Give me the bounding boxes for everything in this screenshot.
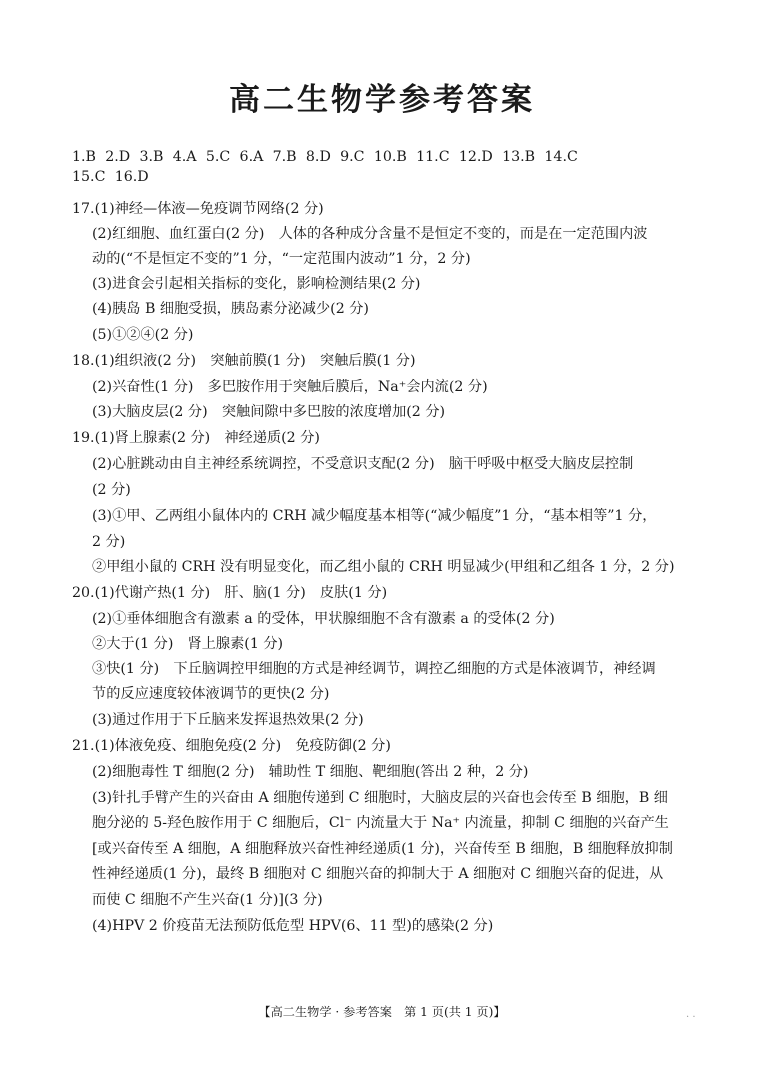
answer-15: 15.C bbox=[72, 169, 106, 185]
q20-part2-1: (2)①垂体细胞含有激素 a 的受体，甲状腺细胞不含有激素 a 的受体(2 分) bbox=[92, 611, 555, 627]
q21-part2: (2)细胞毒性 T 细胞(2 分) 辅助性 T 细胞、靶细胞(答出 2 种，2 分) bbox=[92, 764, 529, 780]
q19-part2-line2: (2 分) bbox=[92, 482, 131, 498]
q21-part4: (4)HPV 2 价疫苗无法预防低危型 HPV(6、11 型)的感染(2 分) bbox=[92, 918, 494, 934]
answer-16: 16.D bbox=[114, 169, 149, 185]
q17-part1: 17.(1)神经—体液—免疫调节网络(2 分) bbox=[72, 201, 324, 217]
page-title: 高二生物学参考答案 bbox=[229, 82, 535, 118]
q20-part2-2: ②大于(1 分) 肾上腺素(1 分) bbox=[92, 636, 284, 652]
answer-11: 11.C bbox=[416, 149, 450, 165]
corner-mark: . . bbox=[686, 1009, 696, 1020]
q17-part3: (3)进食会引起相关指标的变化，影响检测结果(2 分) bbox=[92, 276, 421, 292]
q21-part3-line5: 而使 C 细胞不产生兴奋(1 分)](3 分) bbox=[92, 892, 323, 908]
q17-part5: (5)①②④(2 分) bbox=[92, 327, 194, 343]
q17-part2-line1: (2)红细胞、血红蛋白(2 分) 人体的各种成分含量不是恒定不变的，而是在一定范围内波 bbox=[92, 226, 648, 242]
answer-5: 5.C bbox=[205, 149, 231, 165]
q19-part3-line2: 2 分) bbox=[92, 534, 126, 550]
answer-9: 9.C bbox=[340, 149, 365, 165]
page-footer: 【高二生物学 · 参考答案 第 1 页(共 1 页)】 bbox=[258, 1005, 506, 1019]
q17-part2-line2: 动的(“不是恒定不变的”1 分，“一定范围内波动”1 分，2 分) bbox=[92, 251, 471, 267]
q19-part2-line1: (2)心脏跳动由自主神经系统调控，不受意识支配(2 分) 脑干呼吸中枢受大脑皮层控制 bbox=[92, 456, 634, 472]
q21-part3-line3: [或兴奋传至 A 细胞，A 细胞释放兴奋性神经递质(1 分)，兴奋传至 B 细胞，B 细胞释放抑制 bbox=[92, 841, 673, 857]
answer-13: 13.B bbox=[502, 149, 536, 165]
answer-3: 3.B bbox=[139, 149, 164, 165]
answer-12: 12.D bbox=[458, 149, 493, 165]
answer-6: 6.A bbox=[239, 149, 264, 165]
q18-part1: 18.(1)组织液(2 分) 突触前膜(1 分) 突触后膜(1 分) bbox=[72, 353, 416, 369]
answer-1: 1.B bbox=[72, 149, 96, 165]
q18-part3: (3)大脑皮层(2 分) 突触间隙中多巴胺的浓度增加(2 分) bbox=[92, 404, 446, 420]
answer-10: 10.B bbox=[373, 149, 407, 165]
q21-part1: 21.(1)体液免疫、细胞免疫(2 分) 免疫防御(2 分) bbox=[72, 738, 391, 754]
choice-answers bbox=[72, 147, 712, 187]
q20-part2-3-line2: 节的反应速度较体液调节的更快(2 分) bbox=[92, 686, 330, 702]
q18-part2: (2)兴奋性(1 分) 多巴胺作用于突触后膜后，Na⁺会内流(2 分) bbox=[92, 379, 488, 395]
q20-part2-3-line1: ③快(1 分) 下丘脑调控甲细胞的方式是神经调节，调控乙细胞的方式是体液调节，神经调 bbox=[92, 661, 656, 677]
q19-part3-line1: (3)①甲、乙两组小鼠体内的 CRH 减少幅度基本相等(“减少幅度”1 分，“基本相等”1 分， bbox=[92, 508, 657, 524]
q20-part1: 20.(1)代谢产热(1 分) 肝、脑(1 分) 皮肤(1 分) bbox=[72, 585, 388, 601]
answer-14: 14.C bbox=[544, 149, 578, 165]
q20-part3: (3)通过作用于下丘脑来发挥退热效果(2 分) bbox=[92, 712, 364, 728]
q21-part3-line2: 胞分泌的 5-羟色胺作用于 C 细胞后，Cl⁻ 内流量大于 Na⁺ 内流量，抑制 C 细胞的兴奋产生 bbox=[92, 815, 669, 831]
answer-8: 8.D bbox=[305, 149, 331, 165]
q17-part4: (4)胰岛 B 细胞受损，胰岛素分泌减少(2 分) bbox=[92, 301, 369, 317]
q19-part1: 19.(1)肾上腺素(2 分) 神经递质(2 分) bbox=[72, 430, 320, 446]
answer-7: 7.B bbox=[272, 149, 297, 165]
answer-4: 4.A bbox=[172, 149, 197, 165]
answer-2: 2.D bbox=[105, 149, 131, 165]
q21-part3-line1: (3)针扎手臂产生的兴奋由 A 细胞传递到 C 细胞时，大脑皮层的兴奋也会传至 B 细胞，B 细 bbox=[92, 790, 668, 806]
q19-part3-line3: ②甲组小鼠的 CRH 没有明显变化，而乙组小鼠的 CRH 明显减少(甲组和乙组各 1 分，2 分) bbox=[92, 559, 675, 575]
q21-part3-line4: 性神经递质(1 分)，最终 B 细胞对 C 细胞兴奋的抑制大于 A 细胞对 C 细胞兴奋的促进，从 bbox=[92, 866, 664, 882]
